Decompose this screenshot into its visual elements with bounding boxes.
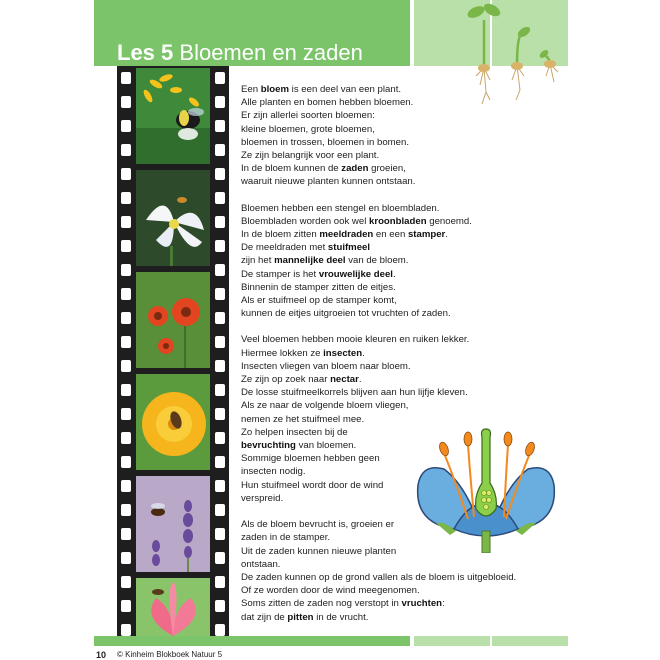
page-number: 10 <box>96 650 107 660</box>
text-line <box>241 162 581 175</box>
text-segment: De losse stuifmeelkorrels blijven aan hun lijfje kleven. <box>241 387 468 399</box>
film-perforation <box>121 600 131 612</box>
paragraph <box>241 83 581 189</box>
film-perforation <box>121 528 131 540</box>
text-segment: Sommige bloemen hebben geen <box>241 453 380 465</box>
text-line <box>241 584 581 597</box>
film-perforation <box>121 264 131 276</box>
film-perforation <box>215 336 225 348</box>
text-segment: en een <box>373 229 408 241</box>
flower-cross-section-diagram <box>414 423 558 553</box>
text-segment: Ze zijn belangrijk voor een plant. <box>241 150 380 162</box>
key-term: meeldraden <box>319 229 374 241</box>
text-segment: : <box>442 598 445 610</box>
text-segment: van bloemen. <box>295 440 357 452</box>
text-segment: Als er stuifmeel op de stamper komt, <box>241 295 397 307</box>
film-perforation <box>121 216 131 228</box>
text-segment: verspreid. <box>241 492 284 504</box>
text-line <box>241 360 581 373</box>
text-line <box>241 399 581 412</box>
text-line <box>241 611 581 624</box>
film-perforation <box>121 504 131 516</box>
film-perforation <box>121 408 131 420</box>
film-perforation <box>215 144 225 156</box>
key-term: nectar <box>330 374 359 386</box>
text-segment: insecten nodig. <box>241 466 306 478</box>
film-perforation <box>215 360 225 372</box>
text-segment: ontstaan. <box>241 558 281 570</box>
text-segment: Uit de zaden kunnen nieuwe planten <box>241 545 397 557</box>
film-perforation <box>121 312 131 324</box>
text-line <box>241 83 581 96</box>
text-segment: dat zijn de <box>241 611 288 623</box>
film-perforation <box>215 264 225 276</box>
text-segment: Als ze naar de volgende bloem vliegen, <box>241 400 409 412</box>
film-perforation <box>121 336 131 348</box>
photo-lavender-with-bee <box>136 476 210 572</box>
film-perforation <box>121 240 131 252</box>
film-perforation <box>215 408 225 420</box>
film-perforation <box>215 600 225 612</box>
text-segment: Soms zitten de zaden nog verstopt in <box>241 598 402 610</box>
film-perforation <box>215 456 225 468</box>
text-line <box>241 241 581 254</box>
film-perforation <box>121 384 131 396</box>
film-perforation <box>121 456 131 468</box>
text-line <box>241 268 581 281</box>
text-segment: De zaden kunnen op de grond vallen als de bloem is uitgebloeid. <box>241 571 517 583</box>
film-perforation <box>121 120 131 132</box>
text-segment: van de bloem. <box>345 255 409 267</box>
film-perforation <box>121 168 131 180</box>
paragraph <box>241 202 581 321</box>
footer-credit: © Kinheim Blokboek Natuur 5 <box>117 650 223 659</box>
text-segment: . <box>392 268 396 280</box>
film-perforation <box>215 552 225 564</box>
text-line <box>241 294 581 307</box>
text-segment: bloemen in trossen, bloemen in bomen. <box>241 136 409 148</box>
film-perforation <box>215 432 225 444</box>
text-segment: Of ze worden door de wind meegenomen. <box>241 585 420 597</box>
lesson-title: Bloemen en zaden <box>179 40 363 65</box>
text-line <box>241 597 581 610</box>
text-segment: Als de bloem bevrucht is, groeien er <box>241 519 395 531</box>
text-line <box>241 571 581 584</box>
film-perforation <box>121 192 131 204</box>
text-line <box>241 228 581 241</box>
text-line <box>241 281 581 294</box>
film-perforation <box>121 552 131 564</box>
photo-yellow-flower-with-bee <box>136 374 210 470</box>
film-perforation <box>215 72 225 84</box>
key-term: stuifmeel <box>327 242 371 254</box>
text-line <box>241 347 581 360</box>
text-line <box>241 202 581 215</box>
film-perforation <box>121 288 131 300</box>
film-perforation <box>215 120 225 132</box>
text-segment: Alle planten en bomen hebben bloemen. <box>241 97 414 109</box>
text-segment: zijn het <box>241 255 275 267</box>
text-line <box>241 123 581 136</box>
text-segment: Hun stuifmeel wordt door de wind <box>241 479 384 491</box>
film-perforation <box>215 288 225 300</box>
text-line <box>241 149 581 162</box>
text-segment: waaruit nieuwe planten kunnen ontstaan. <box>241 176 416 188</box>
text-line <box>241 373 581 386</box>
text-segment: zaden in de stamper. <box>241 532 331 544</box>
film-perforation <box>215 216 225 228</box>
text-segment: Er zijn allerlei soorten bloemen: <box>241 110 375 122</box>
key-term: vruchten <box>401 598 443 610</box>
film-perforation <box>121 624 131 636</box>
text-segment: Bloemen hebben een stengel en bloembladen. <box>241 202 440 214</box>
film-perforation <box>121 360 131 372</box>
text-segment: Zo helpen insecten bij de <box>241 426 348 438</box>
text-line <box>241 96 581 109</box>
key-term: bevruchting <box>241 440 296 452</box>
film-perforation <box>215 192 225 204</box>
film-perforation <box>121 72 131 84</box>
text-segment: kleine bloemen, grote bloemen, <box>241 123 375 135</box>
key-term: stamper <box>407 229 446 241</box>
text-segment: In de bloem kunnen de <box>241 163 342 175</box>
key-term: insecten <box>323 347 363 359</box>
text-line <box>241 254 581 267</box>
text-segment: kunnen de eitjes uitgroeien tot vruchten of zaden. <box>241 308 451 320</box>
text-line <box>241 109 581 122</box>
text-segment: Hiermee lokken ze <box>241 347 324 359</box>
text-segment: Een <box>241 84 261 95</box>
text-segment: De stamper is het <box>241 268 319 280</box>
footer-accent-block <box>492 636 568 646</box>
text-segment: De meeldraden met <box>241 242 328 254</box>
film-perforation <box>215 312 225 324</box>
text-line <box>241 175 581 188</box>
text-segment: nemen ze het stuifmeel mee. <box>241 413 365 425</box>
photo-film-strip <box>117 66 229 638</box>
page-title <box>117 40 363 66</box>
film-perforation <box>121 96 131 108</box>
film-perforation <box>215 96 225 108</box>
text-line <box>241 558 581 571</box>
lesson-label: Les 5 <box>117 40 174 65</box>
film-perforation <box>121 432 131 444</box>
text-segment: Insecten vliegen van bloem naar bloem. <box>241 360 411 372</box>
text-segment: Veel bloemen hebben mooie kleuren en ruiken lekker. <box>241 334 470 346</box>
text-segment: groeien, <box>368 163 406 175</box>
film-perforation <box>215 576 225 588</box>
film-perforation <box>215 624 225 636</box>
text-line <box>241 307 581 320</box>
film-perforation <box>215 504 225 516</box>
footer-accent-block <box>414 636 490 646</box>
film-perforation <box>215 240 225 252</box>
film-perforation <box>215 528 225 540</box>
photo-pink-flower-with-bee <box>136 578 210 636</box>
key-term: bloem <box>260 84 290 95</box>
text-segment: . <box>358 374 362 386</box>
text-segment: In de bloem zitten <box>241 229 320 241</box>
text-segment: Ze zijn op zoek naar <box>241 374 331 386</box>
text-segment: Bloembladen worden ook wel <box>241 215 369 227</box>
text-line <box>241 386 581 399</box>
key-term: kroonbladen <box>369 215 427 227</box>
film-perforation <box>121 144 131 156</box>
text-line <box>241 333 581 346</box>
photo-white-flower-with-bee <box>136 170 210 266</box>
key-term: mannelijke deel <box>274 255 346 267</box>
text-segment: is een deel van een plant. <box>289 84 402 95</box>
text-segment: in de vrucht. <box>313 611 369 623</box>
film-perforation <box>215 384 225 396</box>
photo-bumblebee-on-flower <box>136 68 210 164</box>
text-line <box>241 136 581 149</box>
text-line <box>241 215 581 228</box>
key-term: vrouwelijke deel <box>318 268 393 280</box>
film-perforation <box>215 168 225 180</box>
text-segment: . <box>362 347 365 359</box>
text-segment: genoemd. <box>426 215 472 227</box>
key-term: pitten <box>287 611 314 623</box>
footer-band <box>94 636 410 646</box>
photo-red-orange-flowers <box>136 272 210 368</box>
key-term: zaden <box>341 163 369 175</box>
film-perforation <box>121 576 131 588</box>
text-segment: Binnenin de stamper zitten de eitjes. <box>241 281 396 293</box>
text-segment: . <box>445 229 448 241</box>
body-text <box>241 83 581 637</box>
film-perforation <box>121 480 131 492</box>
film-perforation <box>215 480 225 492</box>
